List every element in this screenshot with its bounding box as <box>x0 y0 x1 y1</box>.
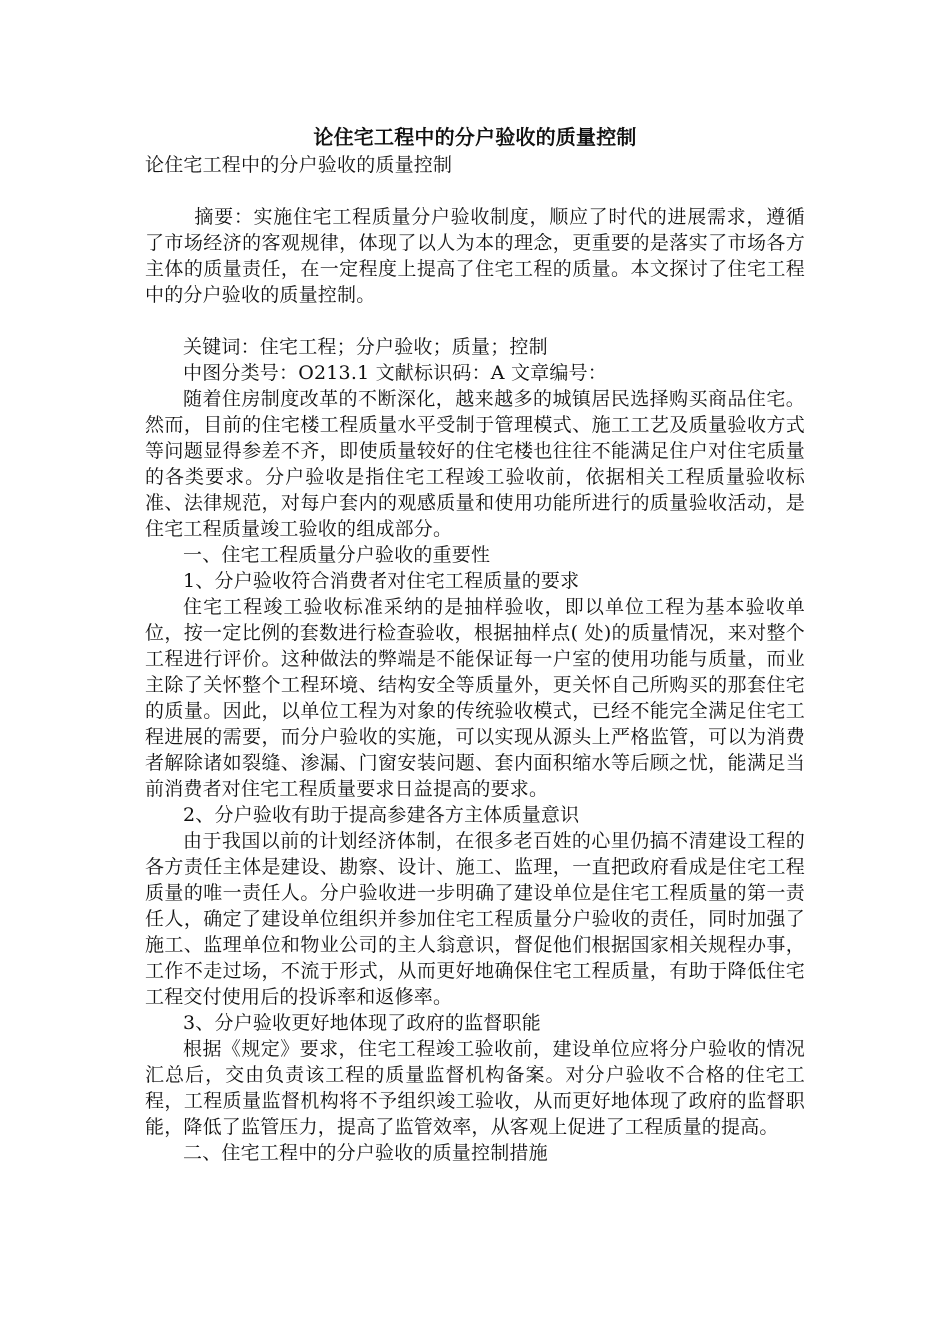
section-heading: 二、住宅工程中的分户验收的质量控制措施 <box>183 1142 548 1164</box>
body-paragraph: 由于我国以前的计划经济体制，在很多老百姓的心里仍搞不清建设工程的各方责任主体是建设、勘察、设计、施工、监理，一直把政府看成是住宅工程质量的唯一责任人。分户验收进一步明确了建设单位是住宅工程质量的第一责任人，确定了建设单位组织并参加住宅工程质量分户验收的责任，同时加强了施工、监理单位和物业公司的主人翁意识，督促他们根据国家相关规程办事，工作不走过场，不流于形式，从而更好地确保住宅工程质量，有助于降低住宅工程交付使用后的投诉率和返修率。 <box>145 830 805 1008</box>
body-paragraph: 根据《规定》要求，住宅工程竣工验收前，建设单位应将分户验收的情况汇总后，交由负责该工程的质量监督机构备案。对分户验收不合格的住宅工程，工程质量监督机构将不予组织竣工验收，从而更好地体现了政府的监督职能，降低了监管压力，提高了监管效率，从客观上促进了工程质量的提高。 <box>145 1038 805 1138</box>
section-heading: 一、住宅工程质量分户验收的重要性 <box>183 544 491 566</box>
document-subtitle: 论住宅工程中的分户验收的质量控制 <box>145 154 453 176</box>
body-text <box>145 386 805 1166</box>
document-title: 论住宅工程中的分户验收的质量控制 <box>313 125 637 149</box>
section-heading: 3、分户验收更好地体现了政府的监督职能 <box>183 1012 541 1034</box>
blank-line <box>145 308 805 334</box>
section-heading: 2、分户验收有助于提高参建各方主体质量意识 <box>183 804 580 826</box>
body-paragraph: 住宅工程竣工验收标准采纳的是抽样验收，即以单位工程为基本验收单位，按一定比例的套数进行检查验收，根据抽样点( 处)的质量情况，来对整个工程进行评价。这种做法的弊端是不能保证每一户室的使用功能与质量，而业主除了关怀整个工程环境、结构安全等质量外，更关怀自己所购买的那套住宅的质量。因此，以单位工程为对象的传统验收模式，已经不能完全满足住宅工程进展的需要，而分户验收的实施，可以实现从源头上严格监管，可以为消费者解除诸如裂缝、渗漏、门窗安装问题、套内面积缩水等后顾之忧，能满足当前消费者对住宅工程质量要求日益提高的要求。 <box>145 596 805 800</box>
blank-line <box>145 178 805 204</box>
section-heading: 1、分户验收符合消费者对住宅工程质量的要求 <box>183 570 580 592</box>
abstract-paragraph: 摘要：实施住宅工程质量分户验收制度，顺应了时代的进展需求，遵循了市场经济的客观规律，体现了以人为本的理念，更重要的是落实了市场各方主体的质量责任，在一定程度上提高了住宅工程的质量。本文探讨了住宅工程中的分户验收的质量控制。 <box>145 206 805 306</box>
document-page <box>145 124 805 1166</box>
classification-line: 中图分类号：O213.1 文献标识码：A 文章编号： <box>183 362 607 384</box>
keywords-line: 关键词：住宅工程；分户验收；质量；控制 <box>183 336 548 358</box>
body-paragraph: 随着住房制度改革的不断深化，越来越多的城镇居民选择购买商品住宅。然而，目前的住宅楼工程质量水平受制于管理模式、施工工艺及质量验收方式等问题显得参差不齐，即使质量较好的住宅楼也往往不能满足住户对住宅质量的各类要求。分户验收是指住宅工程竣工验收前，依据相关工程质量验收标准、法律规范，对每户套内的观感质量和使用功能所进行的质量验收活动，是住宅工程质量竣工验收的组成部分。 <box>145 388 805 540</box>
